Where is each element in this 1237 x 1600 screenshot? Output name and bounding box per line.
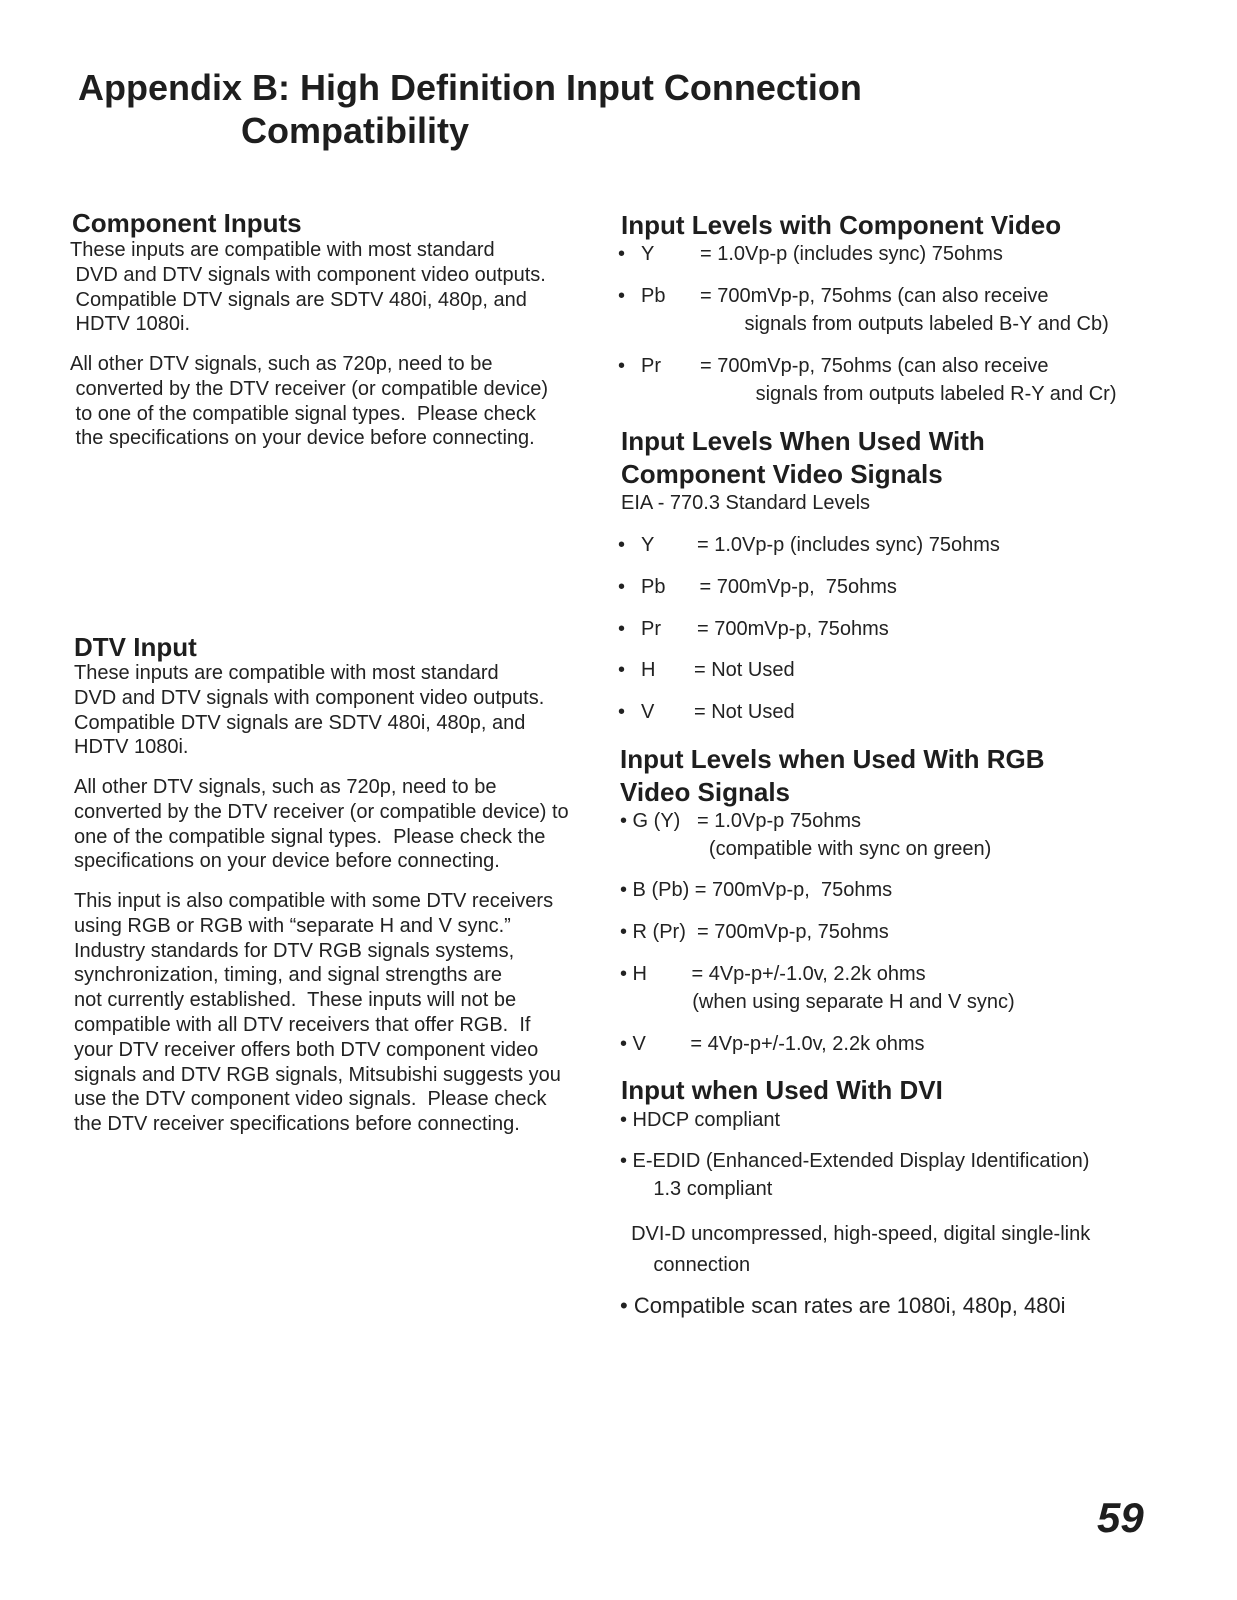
- signal-key-v: V: [641, 701, 655, 723]
- signal-key-pr: Pr: [641, 618, 661, 640]
- signal-value-pb: = 700mVp-p, 75ohms (can also receive signals from outputs labeled B-Y and Cb): [700, 285, 1109, 335]
- rgb-level-v: • V = 4Vp-p+/-1.0v, 2.2k ohms: [620, 1033, 925, 1055]
- dvi-item-dvi-d: DVI-D uncompressed, high-speed, digital single-link connection: [631, 1223, 1091, 1276]
- dvi-item-e-edid: • E-EDID (Enhanced-Extended Display Identification) 1.3 compliant: [620, 1150, 1090, 1200]
- signal-value-pr: = 700mVp-p, 75ohms: [697, 618, 889, 640]
- page-title-line-2: Compatibility: [241, 110, 470, 151]
- component-video-levels-heading: Input Levels with Component Video: [621, 210, 1062, 240]
- rgb-level-h: • H = 4Vp-p+/-1.0v, 2.2k ohms (when using separate H and V sync): [620, 963, 1015, 1013]
- bullet-icon: •: [618, 243, 626, 265]
- component-inputs-heading: Component Inputs: [72, 208, 302, 238]
- rgb-level-b: • B (Pb) = 700mVp-p, 75ohms: [620, 879, 893, 901]
- dvi-item-hdcp: • HDCP compliant: [620, 1109, 781, 1131]
- bullet-icon: •: [618, 659, 626, 681]
- dvi-heading: Input when Used With DVI: [621, 1075, 943, 1105]
- component-signals-heading-line-1: Input Levels When Used With: [621, 426, 985, 456]
- dtv-input-paragraph-1: These inputs are compatible with most standard DVD and DTV signals with component video outputs. Compatible DTV signals are SDTV 480i, 480p, and HDTV 1080i.: [74, 662, 545, 759]
- signal-value-y: = 1.0Vp-p (includes sync) 75ohms: [700, 243, 1003, 265]
- rgb-level-r: • R (Pr) = 700mVp-p, 75ohms: [620, 921, 889, 943]
- signal-key-pb: Pb: [641, 576, 666, 598]
- bullet-icon: •: [618, 701, 626, 723]
- dtv-input-paragraph-2: All other DTV signals, such as 720p, need to be converted by the DTV receiver (or compatible device) to one of the compatible signal types. Please check the specifications on your device before connecting.: [74, 776, 569, 873]
- rgb-level-g: • G (Y) = 1.0Vp-p 75ohms (compatible with sync on green): [620, 810, 992, 860]
- signal-key-pr: Pr: [641, 355, 661, 377]
- signal-key-y: Y: [641, 534, 655, 556]
- signal-value-y: = 1.0Vp-p (includes sync) 75ohms: [697, 534, 1000, 556]
- dvi-item-scan-rates: • Compatible scan rates are 1080i, 480p, 480i: [620, 1293, 1066, 1318]
- signal-value-pb: = 700mVp-p, 75ohms: [694, 576, 897, 598]
- bullet-icon: •: [618, 355, 626, 377]
- page-title: [78, 66, 862, 152]
- signal-key-h: H: [641, 659, 656, 681]
- page-number: 59: [1097, 1494, 1144, 1541]
- signal-key-pb: Pb: [641, 285, 666, 307]
- page-title-line-1: Appendix B: High Definition Input Connection: [78, 67, 862, 108]
- component-inputs-paragraph-1: These inputs are compatible with most standard DVD and DTV signals with component video outputs. Compatible DTV signals are SDTV 480i, 480p, and HDTV 1080i.: [70, 239, 546, 336]
- component-inputs-paragraph-2: All other DTV signals, such as 720p, need to be converted by the DTV receiver (or compatible device) to one of the compatible signal types. Please check the specifications on your device before connecting.: [70, 353, 548, 450]
- dtv-input-heading: DTV Input: [74, 632, 197, 662]
- bullet-icon: •: [618, 576, 626, 598]
- rgb-levels-heading-line-1: Input Levels when Used With RGB: [620, 744, 1045, 774]
- bullet-icon: •: [618, 534, 626, 556]
- signal-key-y: Y: [641, 243, 655, 265]
- rgb-levels-heading-line-2: Video Signals: [620, 777, 791, 807]
- signal-value-v: = Not Used: [694, 701, 795, 723]
- signal-value-h: = Not Used: [694, 659, 795, 681]
- component-signals-heading-line-2: Component Video Signals: [621, 459, 943, 489]
- bullet-icon: •: [618, 285, 626, 307]
- signal-value-pr: = 700mVp-p, 75ohms (can also receive signals from outputs labeled R-Y and Cr): [700, 355, 1117, 405]
- dtv-input-paragraph-3: This input is also compatible with some DTV receivers using RGB or RGB with “separate H and V sync.” Industry standards for DTV RGB signals systems, synchronization, timing, and signal strengths are not currently established. These inputs will not be compatible with all DTV receivers that offer RGB. If your DTV receiver offers both DTV component video signals and DTV RGB signals, Mitsubishi suggests you use the DTV component video signals. Please check the DTV receiver specifications before connecting.: [74, 890, 561, 1136]
- eia-standard-subtitle: EIA - 770.3 Standard Levels: [621, 492, 871, 514]
- bullet-icon: •: [618, 618, 626, 640]
